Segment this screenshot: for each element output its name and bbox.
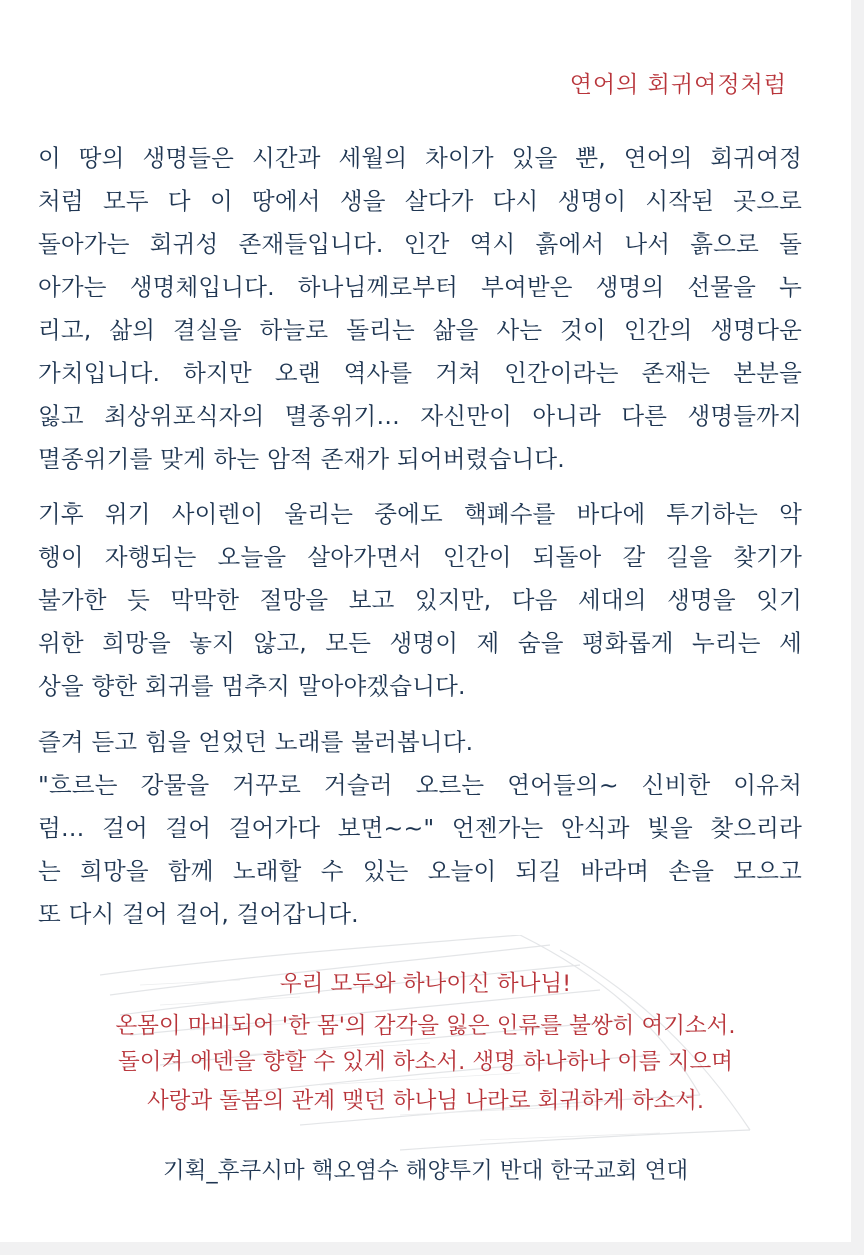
paragraph-3-line-5: 또 다시 걸어 걸어, 걸어갑니다. (38, 900, 359, 928)
paragraph-1-line-8: 멸종위기를 맞게 하는 암적 존재가 되어버렸습니다. (38, 445, 565, 473)
paragraph-3-line-1: 즐겨 듣고 힘을 얻었던 노래를 불러봅니다. (38, 728, 474, 756)
paragraph-2-line-1: 기후 위기 사이렌이 울리는 중에도 핵폐수를 바다에 투기하는 악 (38, 500, 802, 528)
footer-credit: 기획_후쿠시마 핵오염수 해양투기 반대 한국교회 연대 (162, 1158, 689, 1184)
paragraph-1-line-6: 가치입니다. 하지만 오랜 역사를 거쳐 인간이라는 존재는 본분을 (38, 359, 802, 387)
prayer-line-1: 우리 모두와 하나이신 하나님! (279, 971, 572, 997)
paragraph-3-line-2: "흐르는 강물을 거꾸로 거슬러 오르는 연어들의~ 신비한 이유처 (38, 771, 802, 799)
paragraph-3-line-4: 는 희망을 함께 노래할 수 있는 오늘이 되길 바라며 손을 모으고 (38, 857, 802, 885)
prayer-line-4: 사랑과 돌봄의 관계 맺던 하나님 나라로 회귀하게 하소서. (146, 1088, 705, 1114)
prayer-line-3: 돌이켜 에덴을 향할 수 있게 하소서. 생명 하나하나 이름 지으며 (118, 1049, 733, 1075)
paragraph-1-line-3: 돌아가는 회귀성 존재들입니다. 인간 역시 흙에서 나서 흙으로 돌 (38, 230, 802, 258)
prayer-line-2: 온몸이 마비되어 '한 몸'의 감각을 잃은 인류를 불쌍히 여기소서. (115, 1013, 736, 1039)
paragraph-2-line-2: 행이 자행되는 오늘을 살아가면서 인간이 되돌아 갈 길을 찾기가 (38, 543, 802, 571)
paragraph-1-line-4: 아가는 생명체입니다. 하나님께로부터 부여받은 생명의 선물을 누 (38, 273, 802, 301)
paragraph-1-line-7: 잃고 최상위포식자의 멸종위기… 자신만이 아니라 다른 생명들까지 (38, 402, 802, 430)
paragraph-1-line-1: 이 땅의 생명들은 시간과 세월의 차이가 있을 뿐, 연어의 회귀여정 (38, 144, 802, 172)
paragraph-3-line-3: 럼… 걸어 걸어 걸어가다 보면~~" 언젠가는 안식과 빛을 찾으리라 (38, 814, 802, 842)
paragraph-2-line-4: 위한 희망을 놓지 않고, 모든 생명이 제 숨을 평화롭게 누리는 세 (38, 629, 802, 657)
paragraph-2-line-3: 불가한 듯 막막한 절망을 보고 있지만, 다음 세대의 생명을 잇기 (38, 586, 802, 614)
paragraph-1-line-5: 리고, 삶의 결실을 하늘로 돌리는 삶을 사는 것이 인간의 생명다운 (38, 316, 802, 344)
paragraph-1-line-2: 처럼 모두 다 이 땅에서 생을 살다가 다시 생명이 시작된 곳으로 (38, 187, 802, 215)
paragraph-2-line-5: 상을 향한 회귀를 멈추지 말아야겠습니다. (38, 672, 466, 700)
document-title: 연어의 회귀여정처럼 (569, 72, 787, 98)
